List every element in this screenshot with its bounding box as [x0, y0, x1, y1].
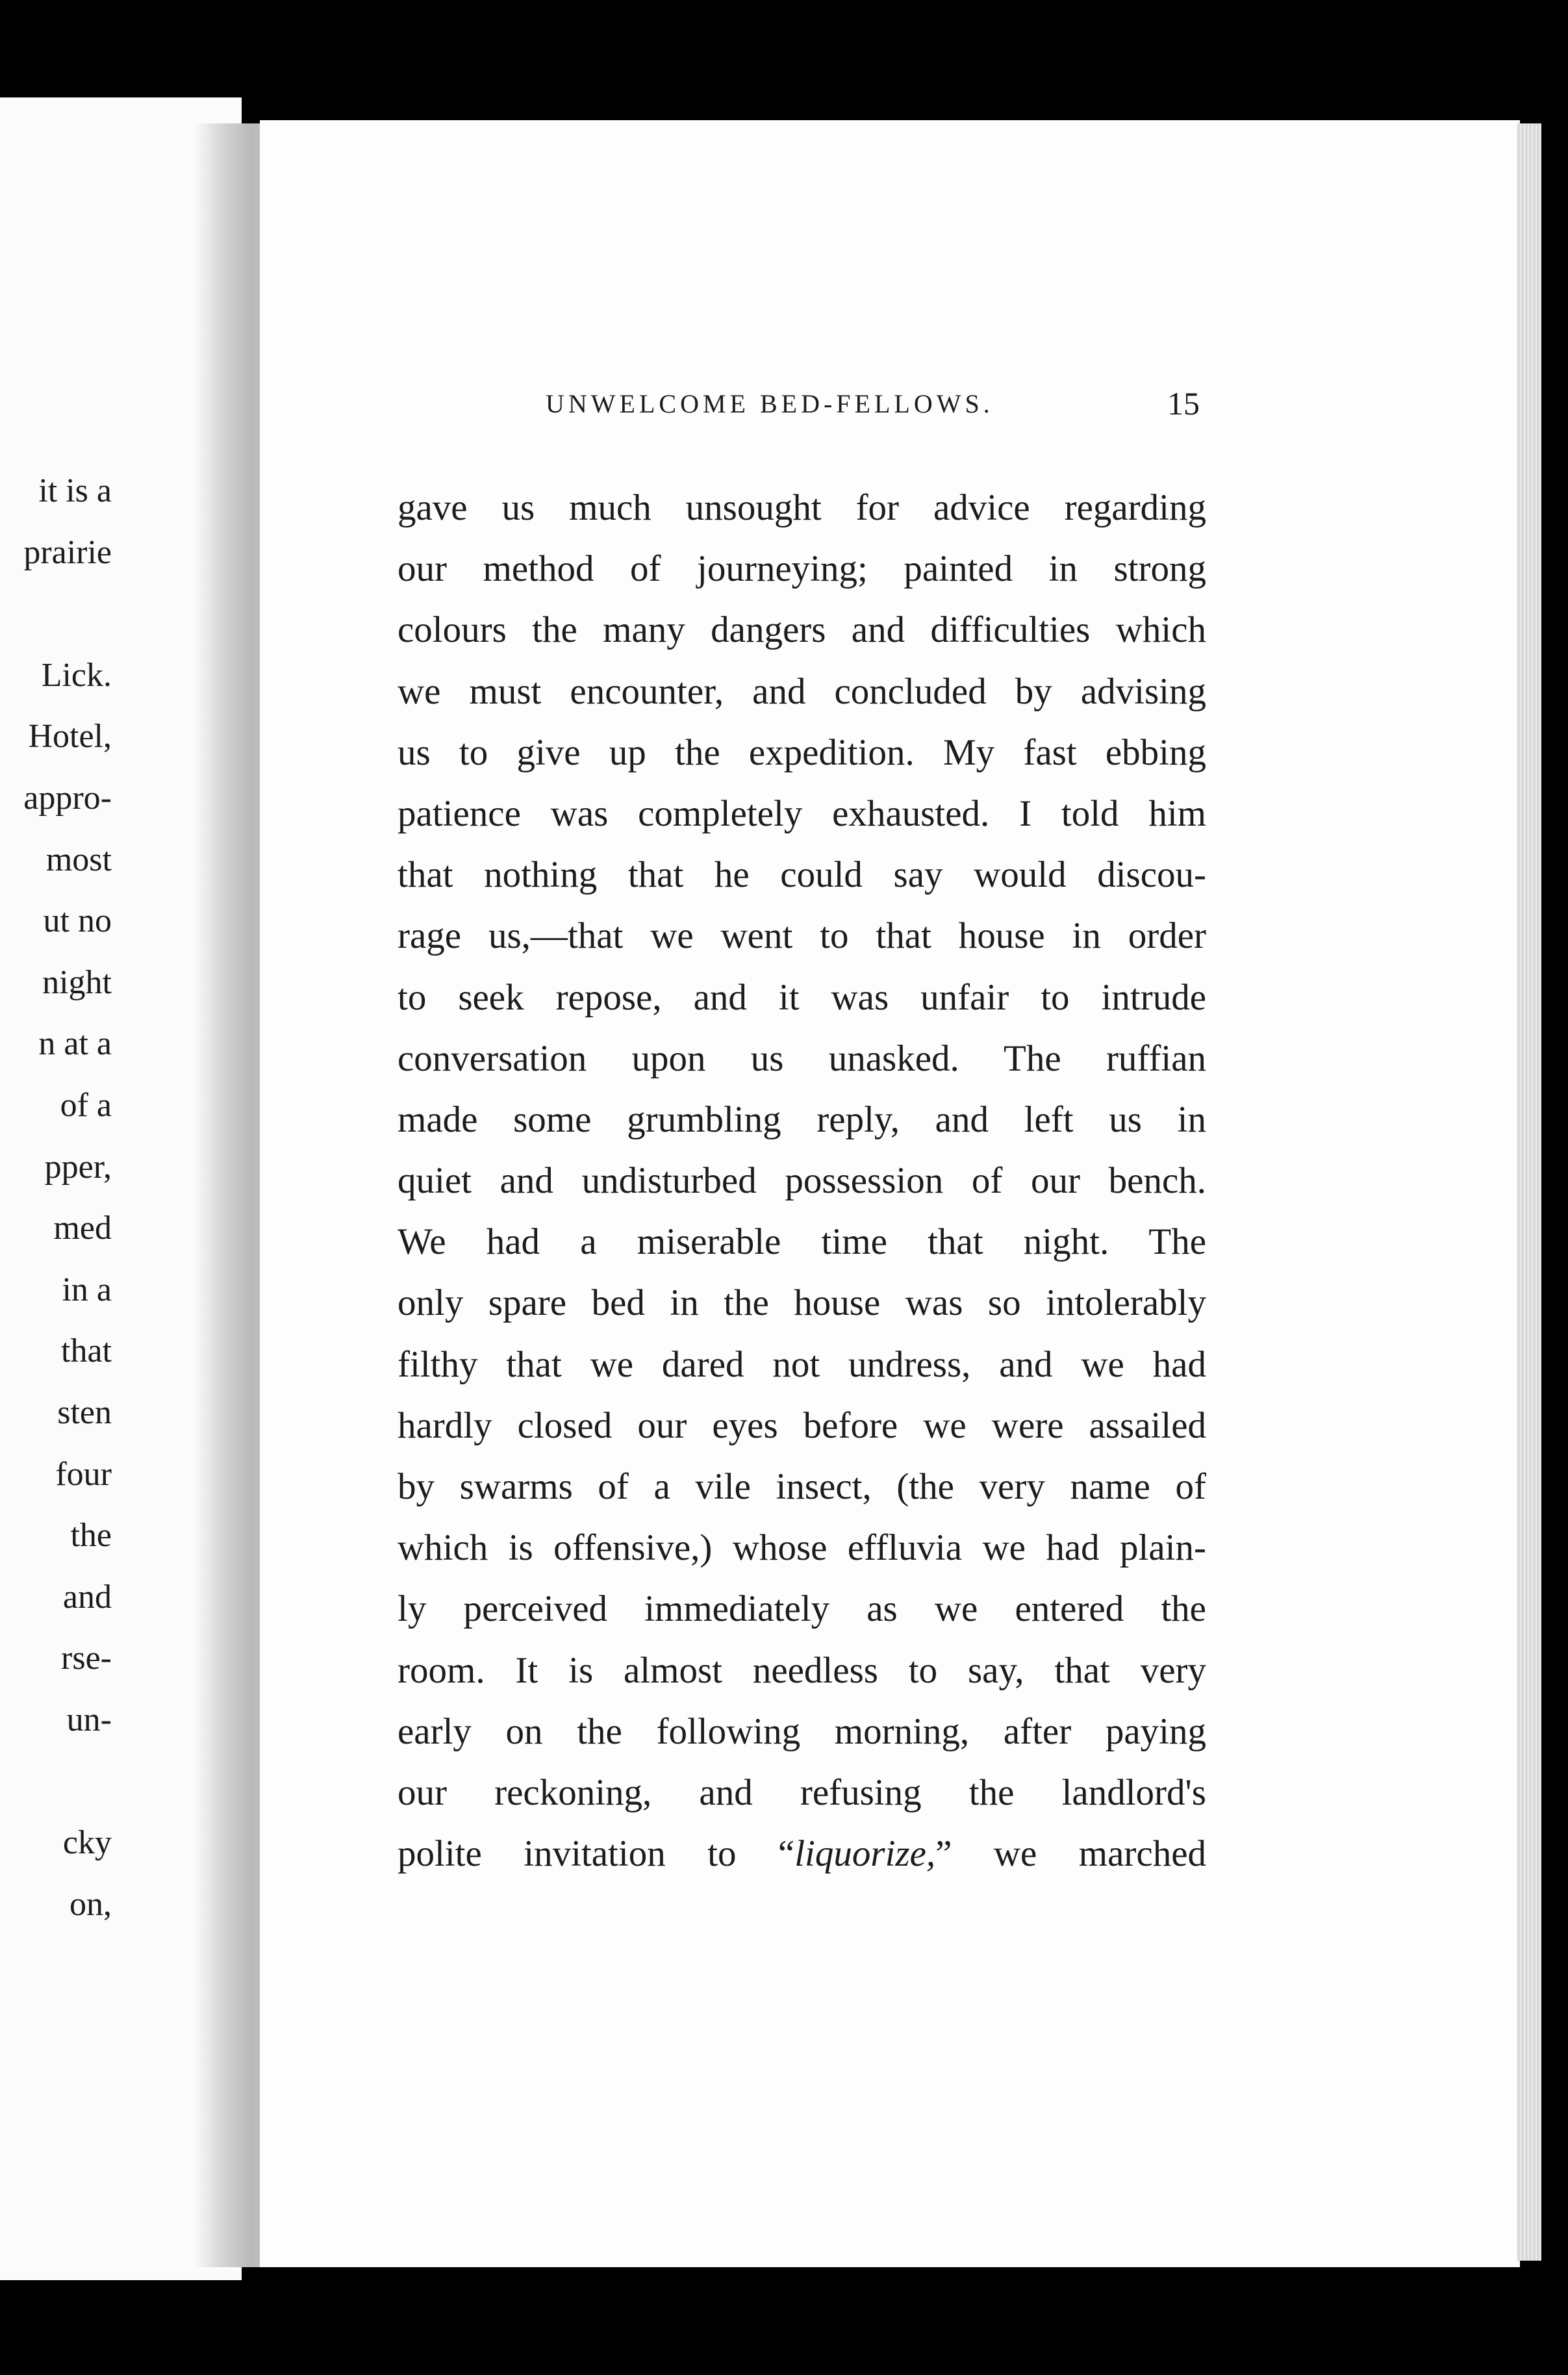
text-line: that nothing that he could say would discou-	[398, 854, 1206, 896]
text-line: polite invitation to “liquorize,” we marched	[398, 1833, 1206, 1875]
facing-page-line: of a	[60, 1087, 112, 1124]
text-line: we must encounter, and concluded by advising	[398, 670, 1206, 712]
text-line: We had a miserable time that night. The	[398, 1221, 1206, 1263]
text-line: gave us much unsought for advice regarding	[398, 487, 1206, 528]
facing-page-line: cky	[62, 1824, 112, 1862]
text-line: by swarms of a vile insect, (the very name of	[398, 1466, 1206, 1507]
facing-page-line: night	[42, 963, 112, 1001]
facing-page-line: Hotel,	[28, 718, 112, 756]
facing-page-line: rse-	[61, 1640, 112, 1677]
facing-page-line: most	[45, 841, 112, 878]
text-line: our reckoning, and refusing the landlord's	[398, 1772, 1206, 1813]
facing-page-line: in a	[62, 1271, 112, 1308]
facing-page-line: four	[55, 1455, 112, 1493]
text-line: filthy that we dared not undress, and we had	[398, 1343, 1206, 1385]
facing-page-line: Lick.	[41, 656, 112, 694]
text-line: hardly closed our eyes before we were assailed	[398, 1404, 1206, 1446]
facing-page-line: med	[53, 1210, 112, 1247]
text-line: only spare bed in the house was so intolerably	[398, 1282, 1206, 1324]
facing-page-line: and	[62, 1578, 112, 1616]
text-line: our method of journeying; painted in strong	[398, 548, 1206, 590]
text-line: ly perceived immediately as we entered the	[398, 1588, 1206, 1630]
text-line: us to give up the expedition. My fast ebbing	[398, 731, 1206, 773]
facing-page-line: appro-	[23, 780, 112, 817]
text-line: to seek repose, and it was unfair to intrude	[398, 976, 1206, 1018]
page-edge	[1517, 123, 1541, 2261]
facing-page-line: n at a	[38, 1025, 112, 1063]
facing-page-line: ut no	[43, 902, 112, 940]
facing-page-line: prairie	[23, 533, 112, 571]
page-number: 15	[1167, 385, 1200, 422]
text-line: rage us,—that we went to that house in order	[398, 915, 1206, 957]
page-body-text	[398, 477, 1206, 1885]
text-line: colours the many dangers and difficulties which	[398, 609, 1206, 651]
text-line: patience was completely exhausted. I told him	[398, 793, 1206, 834]
text-line: quiet and undisturbed possession of our bench.	[398, 1160, 1206, 1202]
facing-page-line: that	[61, 1332, 112, 1370]
running-head: UNWELCOME BED-FELLOWS.	[546, 389, 994, 418]
text-line: room. It is almost needless to say, that very	[398, 1649, 1206, 1691]
text-line: which is offensive,) whose effluvia we had plain-	[398, 1527, 1206, 1569]
text-line: conversation upon us unasked. The ruffian	[398, 1037, 1206, 1079]
facing-page-line: it is a	[38, 472, 112, 509]
facing-page-line: the	[70, 1517, 112, 1555]
facing-page-line: un-	[66, 1701, 112, 1738]
text-line: made some grumbling reply, and left us in	[398, 1099, 1206, 1140]
facing-page-line: sten	[57, 1394, 112, 1431]
facing-page-line: pper,	[44, 1148, 112, 1186]
facing-page-line: on,	[70, 1885, 112, 1923]
text-line: early on the following morning, after paying	[398, 1710, 1206, 1752]
